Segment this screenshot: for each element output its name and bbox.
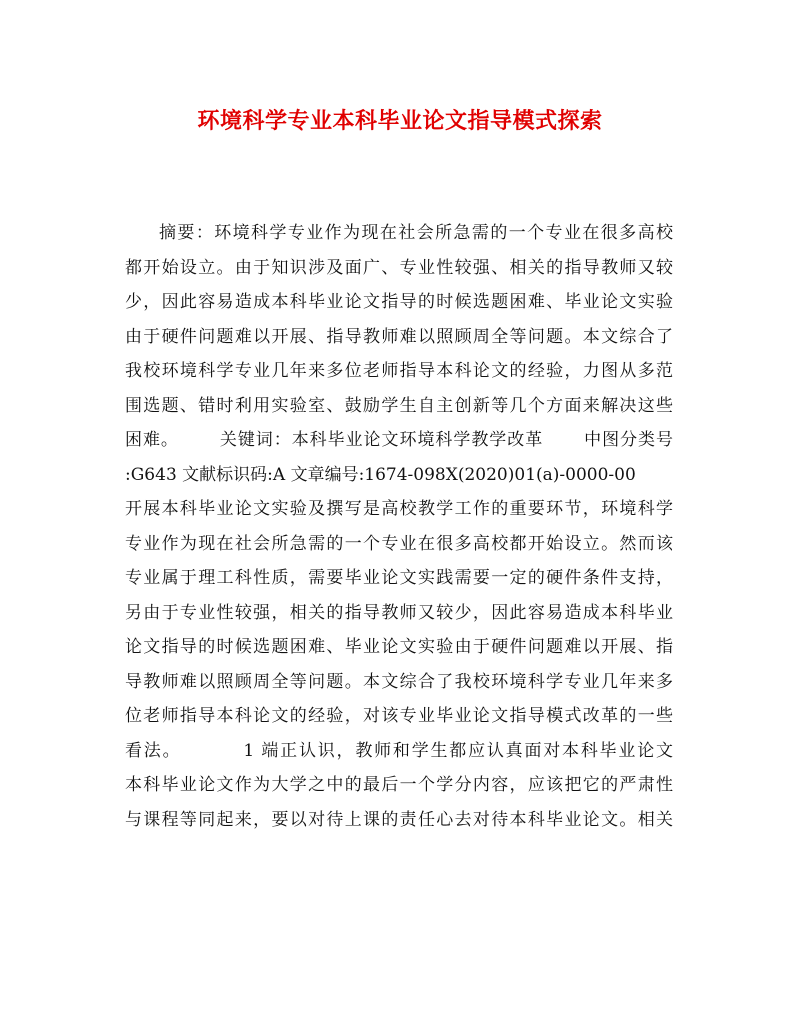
classification-label: 中图分类号 [583, 430, 673, 450]
classification-line: :G643 文献标识码:A 文章编号:1674-098X(2020)01(a)-0000-00 [125, 464, 636, 485]
keywords-line [125, 423, 673, 458]
body-line: 另由于专业性较强，相关的指导教师又较少，因此容易造成本科毕业 [125, 602, 673, 623]
abstract-line: 由于硬件问题难以开展、指导教师难以照顾周全等问题。本文综合了 [125, 326, 673, 347]
abstract-line: 少，因此容易造成本科毕业论文指导的时候选题困难、毕业论文实验 [125, 292, 673, 312]
keywords: 关键词：本科毕业论文环境科学教学改革 [218, 430, 544, 450]
body-line: 专业作为现在社会所急需的一个专业在很多高校都开始设立。然而该 [125, 533, 673, 554]
section-heading-line [125, 734, 673, 769]
document-title: 环境科学专业本科毕业论文指导模式探索 [197, 108, 603, 134]
body-line: 专业属于理工科性质，需要毕业论文实践需要一定的硬件条件支持， [125, 568, 673, 588]
document-body [125, 216, 673, 837]
section-heading: 1 端正认识，教师和学生都应认真面对本科毕业论文 [243, 740, 673, 761]
abstract-line: 我校环境科学专业几年来多位老师指导本科论文的经验，力图从多范 [125, 361, 673, 381]
body-line: 与课程等同起来，要以对待上课的责任心去对待本科毕业论文。相关 [125, 809, 673, 830]
body-end: 看法。 [125, 740, 182, 761]
abstract-line: 围选题、错时利用实验室、鼓励学生自主创新等几个方面来解决这些 [125, 395, 673, 416]
abstract-end: 困难。 [125, 430, 179, 450]
body-line: 位老师指导本科论文的经验，对该专业毕业论文指导模式改革的一些 [125, 706, 673, 726]
body-line: 导教师难以照顾周全等问题。本文综合了我校环境科学专业几年来多 [125, 671, 673, 692]
body-line: 论文指导的时候选题困难、毕业论文实验由于硬件问题难以开展、指 [125, 637, 673, 657]
body-line: 本科毕业论文作为大学之中的最后一个学分内容，应该把它的严肃性 [125, 775, 673, 795]
abstract-line: 摘要：环境科学专业作为现在社会所急需的一个专业在很多高校 [159, 223, 673, 243]
body-line: 开展本科毕业论文实验及撰写是高校教学工作的重要环节，环境科学 [125, 499, 673, 519]
abstract-line: 都开始设立。由于知识涉及面广、专业性较强、相关的指导教师又较 [125, 257, 673, 278]
